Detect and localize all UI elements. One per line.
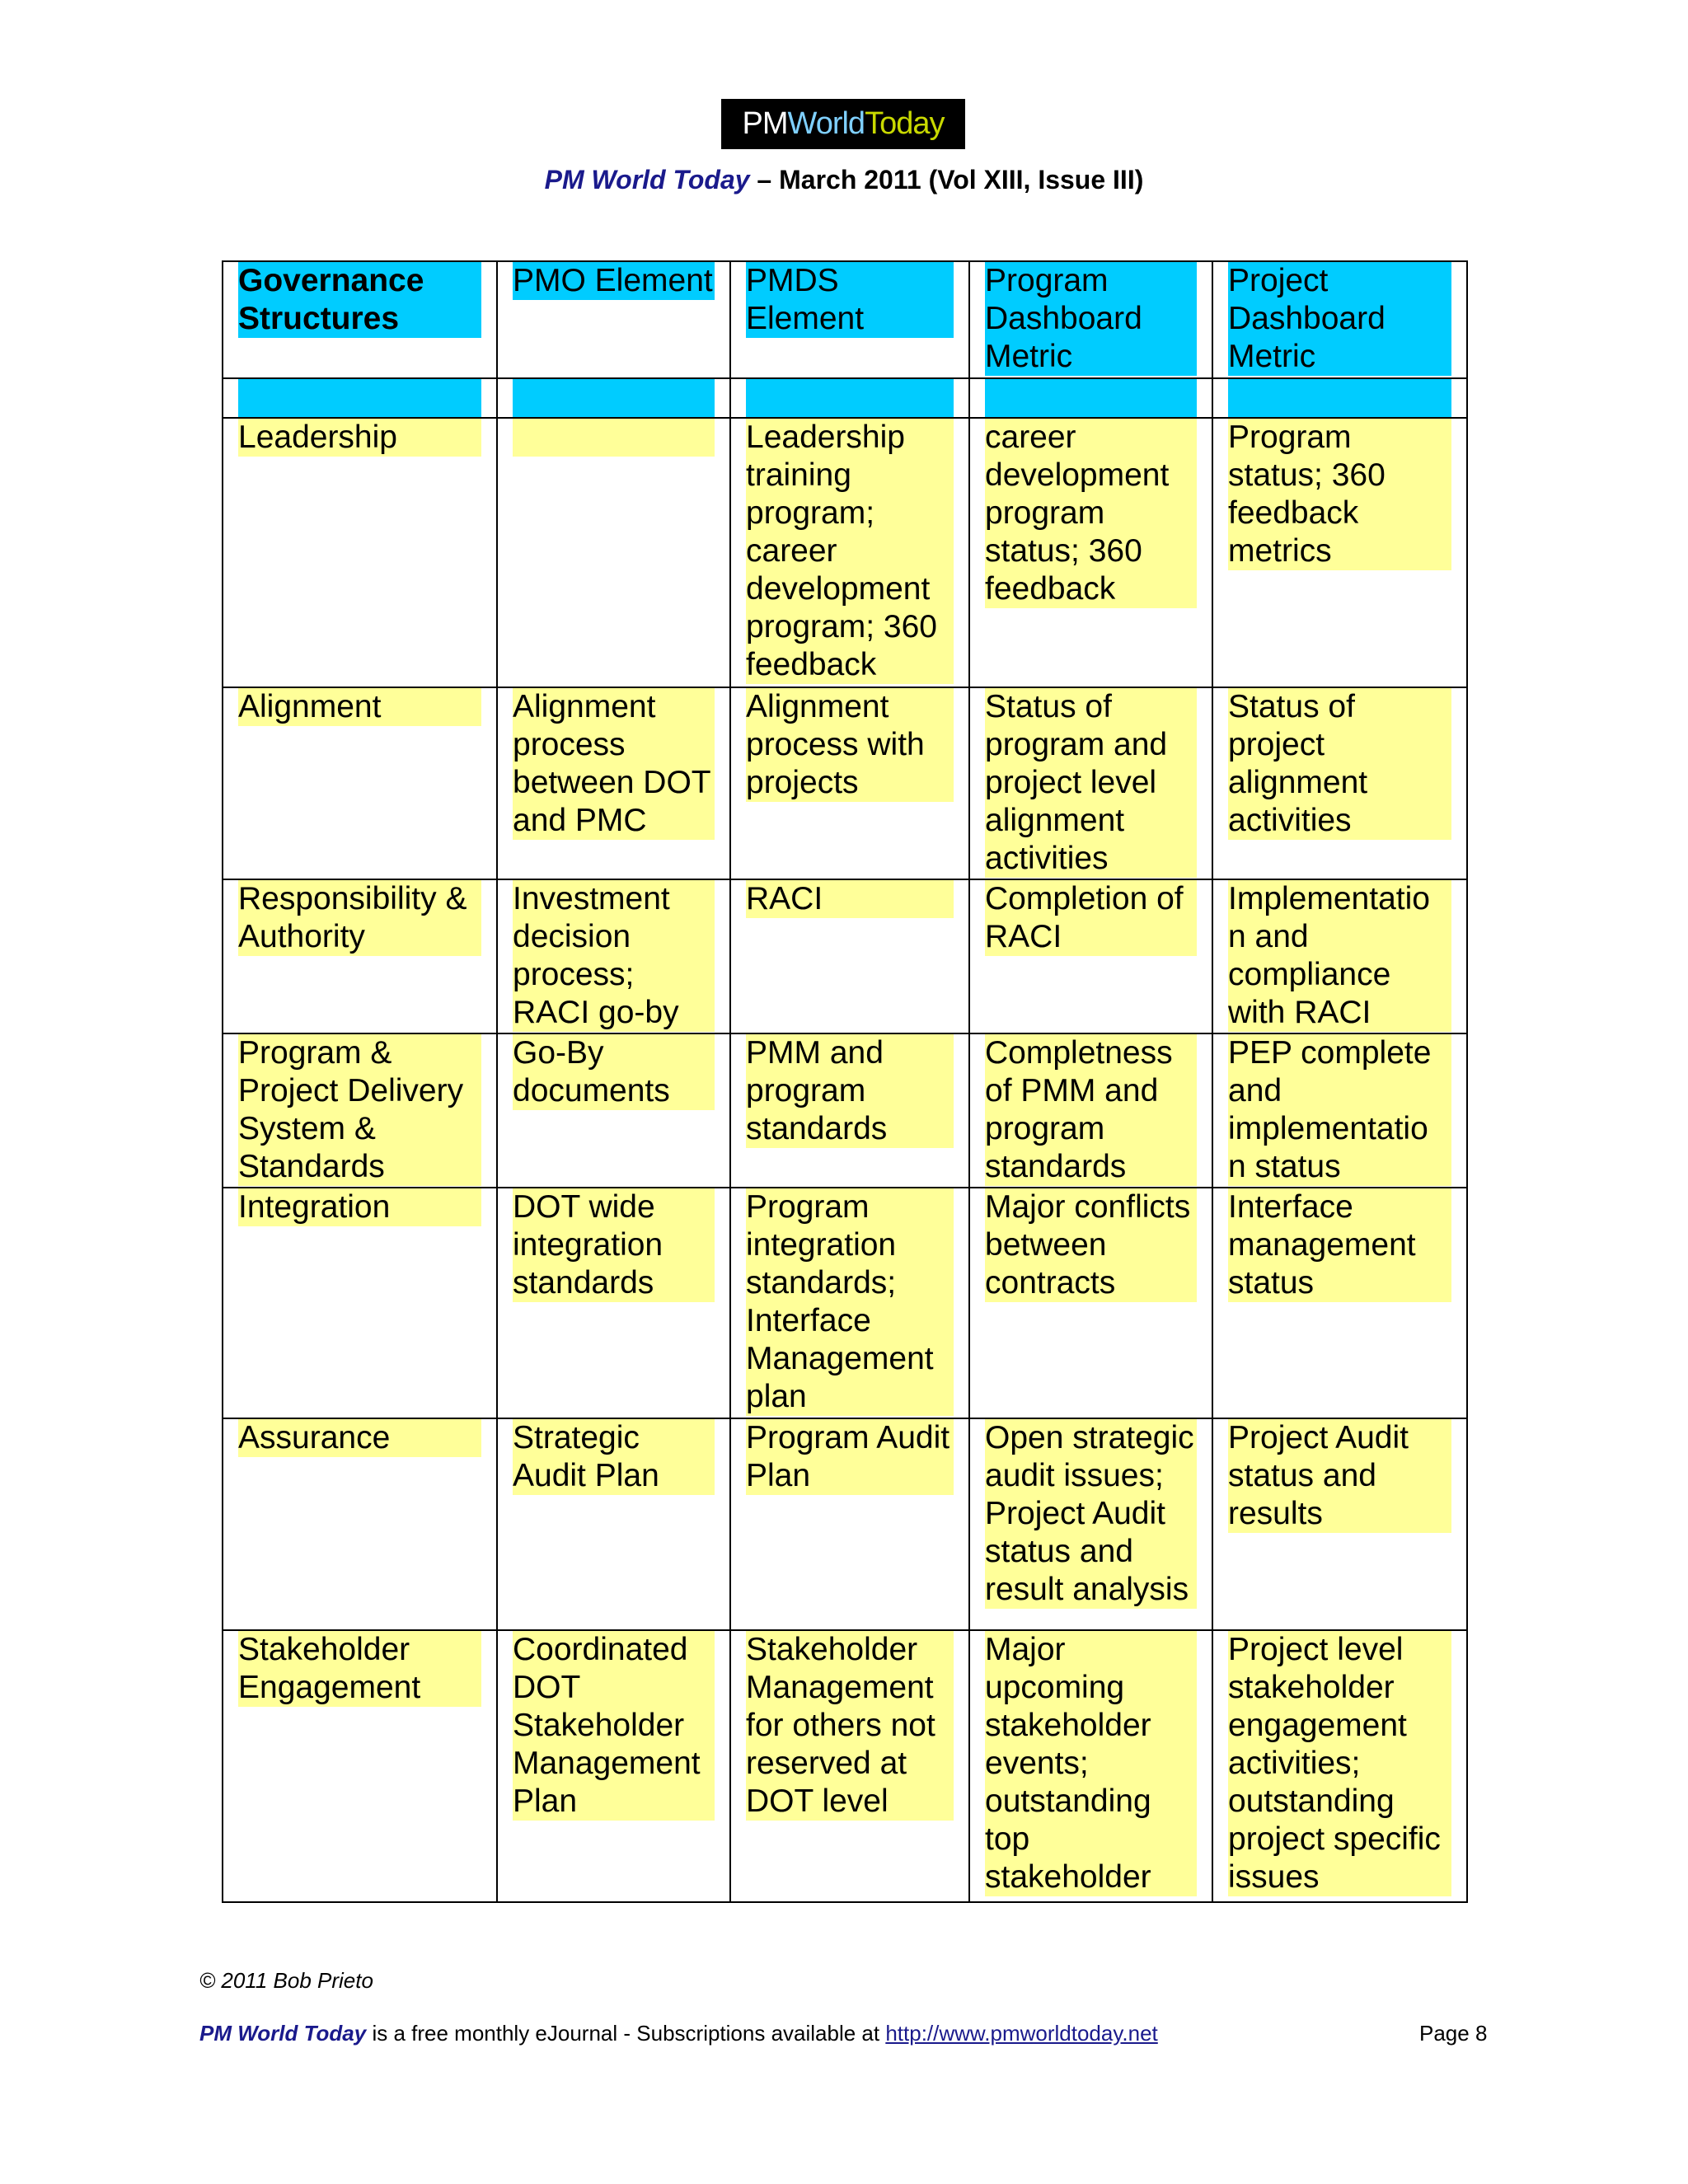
cell-text: Implementatio n and compliance with RACI (1228, 880, 1451, 1032)
table-cell (1212, 1418, 1467, 1630)
cell-text: Project level stakeholder engagement activities; outstanding project specific issues (1228, 1631, 1451, 1896)
table-spacer-row (223, 378, 1467, 418)
table-row (223, 879, 1467, 1033)
copyright-notice: © 2011 Bob Prieto (199, 1968, 373, 1993)
table-cell (497, 1418, 730, 1630)
table-cell (497, 879, 730, 1033)
governance-table (222, 260, 1468, 1903)
table-cell (730, 1630, 969, 1902)
spacer-highlight (746, 379, 954, 417)
cell-text: DOT wide integration standards (513, 1188, 715, 1302)
table-cell (730, 879, 969, 1033)
publication-name: PM World Today (544, 165, 750, 194)
governance-structure-cell (223, 418, 497, 687)
header-cell (730, 261, 969, 378)
page-footer (199, 2021, 1158, 2046)
spacer-cell (969, 378, 1212, 418)
table-cell (730, 418, 969, 687)
cell-text: Program Audit Plan (746, 1419, 954, 1495)
table-cell (969, 1188, 1212, 1418)
cell-text: RACI (746, 880, 954, 918)
table-row (223, 687, 1467, 879)
footer-tagline: is a free monthly eJournal - Subscriptions available at (366, 2021, 886, 2046)
cell-text: Assurance (238, 1419, 481, 1457)
governance-structure-cell (223, 1033, 497, 1188)
header-cell (969, 261, 1212, 378)
spacer-highlight (985, 379, 1197, 417)
spacer-cell (223, 378, 497, 418)
table-row (223, 1630, 1467, 1902)
cell-text: Leadership training program; career development program; 360 feedback (746, 419, 954, 684)
cell-text: Program & Project Delivery System & Standards (238, 1034, 481, 1186)
table-cell (1212, 1630, 1467, 1902)
spacer-highlight (513, 379, 715, 417)
cell-text: career development program status; 360 feedback (985, 419, 1197, 608)
cell-text: Responsibility & Authority (238, 880, 481, 956)
table-cell (969, 879, 1212, 1033)
cell-text: Alignment process between DOT and PMC (513, 688, 715, 840)
table-cell (497, 1033, 730, 1188)
table-cell (497, 1630, 730, 1902)
cell-text: Major conflicts between contracts (985, 1188, 1197, 1302)
table-cell (969, 1630, 1212, 1902)
governance-structure-cell (223, 879, 497, 1033)
table-header-row (223, 261, 1467, 378)
spacer-cell (730, 378, 969, 418)
header-cell (1212, 261, 1467, 378)
cell-text: Stakeholder Engagement (238, 1631, 481, 1707)
table-cell (969, 1418, 1212, 1630)
table-cell (497, 687, 730, 879)
cell-text: Go-By documents (513, 1034, 715, 1110)
logo-pm: PM (742, 106, 788, 141)
cell-text: Status of program and project level alignment activities (985, 688, 1197, 878)
table-row (223, 418, 1467, 687)
governance-structure-cell (223, 1188, 497, 1418)
header-pmds-element: PMDS Element (746, 262, 954, 338)
cell-text: Program status; 360 feedback metrics (1228, 419, 1451, 570)
table-cell (497, 418, 730, 687)
table-cell (969, 1033, 1212, 1188)
cell-text: Open strategic audit issues; Project Audit status and result analysis (985, 1419, 1197, 1609)
table-cell (497, 1188, 730, 1418)
cell-text: Alignment (238, 688, 481, 726)
cell-text: Completion of RACI (985, 880, 1197, 956)
page-header (0, 165, 1688, 195)
cell-text: Major upcoming stakeholder events; outstanding top stakeholder (985, 1631, 1197, 1896)
governance-structure-cell (223, 1630, 497, 1902)
cell-text: PMM and program standards (746, 1034, 954, 1148)
spacer-cell (497, 378, 730, 418)
table-cell (969, 418, 1212, 687)
table-cell (1212, 879, 1467, 1033)
spacer-cell (1212, 378, 1467, 418)
header-cell (223, 261, 497, 378)
cell-text: Coordinated DOT Stakeholder Management Plan (513, 1631, 715, 1821)
page-number: Page 8 (1419, 2021, 1488, 2046)
cell-text: Leadership (238, 419, 481, 457)
table-cell (1212, 418, 1467, 687)
table-row (223, 1188, 1467, 1418)
table-cell (1212, 1188, 1467, 1418)
table-cell (730, 1188, 969, 1418)
table-cell (1212, 687, 1467, 879)
table-cell (730, 687, 969, 879)
governance-structure-cell (223, 1418, 497, 1630)
header-cell (497, 261, 730, 378)
table-row (223, 1033, 1467, 1188)
cell-text: Interface management status (1228, 1188, 1451, 1302)
cell-text: Status of project alignment activities (1228, 688, 1451, 840)
table-cell (730, 1033, 969, 1188)
table-row (223, 1418, 1467, 1630)
subscription-link[interactable]: http://www.pmworldtoday.net (885, 2021, 1158, 2046)
logo-world: World (787, 106, 865, 141)
cell-text: Investment decision process; RACI go-by (513, 880, 715, 1032)
cell-text: Program integration standards; Interface Management plan (746, 1188, 954, 1416)
cell-text: Stakeholder Management for others not reserved at DOT level (746, 1631, 954, 1821)
governance-structure-cell (223, 687, 497, 879)
spacer-highlight (238, 379, 481, 417)
cell-text: Strategic Audit Plan (513, 1419, 715, 1495)
pmworldtoday-logo (721, 99, 965, 149)
cell-text (513, 419, 715, 457)
footer-publication-name: PM World Today (199, 2021, 367, 2046)
cell-text: PEP complete and implementatio n status (1228, 1034, 1451, 1186)
header-governance-structures: Governance Structures (238, 262, 481, 338)
header-pmo-element: PMO Element (513, 262, 715, 300)
cell-text: Project Audit status and results (1228, 1419, 1451, 1533)
cell-text: Completness of PMM and program standards (985, 1034, 1197, 1186)
table-cell (1212, 1033, 1467, 1188)
header-program-dashboard-metric: Program Dashboard Metric (985, 262, 1197, 376)
logo-today: Today (865, 106, 945, 141)
cell-text: Integration (238, 1188, 481, 1226)
issue-info: – March 2011 (Vol XIII, Issue III) (757, 165, 1144, 194)
cell-text: Alignment process with projects (746, 688, 954, 802)
spacer-highlight (1228, 379, 1451, 417)
header-project-dashboard-metric: Project Dashboard Metric (1228, 262, 1451, 376)
table-cell (969, 687, 1212, 879)
table-cell (730, 1418, 969, 1630)
